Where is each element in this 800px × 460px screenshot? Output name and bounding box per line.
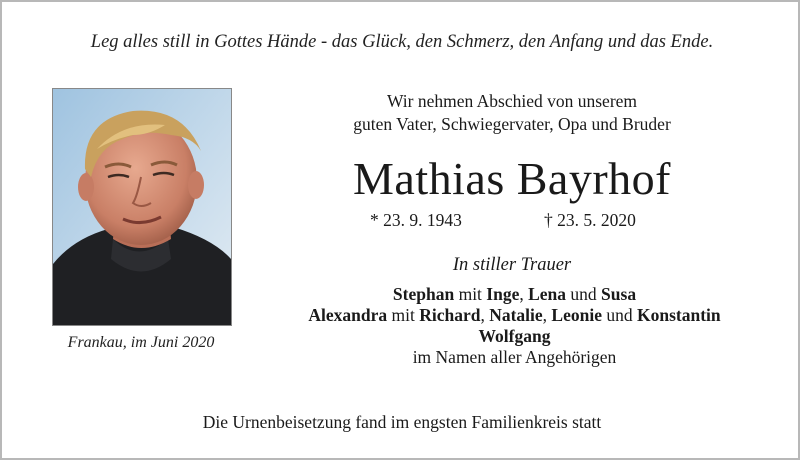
family-connector: und (601, 305, 637, 325)
family-name: Stephan (392, 284, 455, 304)
family-connector: , (480, 305, 490, 325)
family-name: Susa (601, 284, 637, 304)
family-connector: mit (387, 305, 420, 325)
portrait-photo (52, 88, 232, 326)
family-name: Richard (419, 305, 481, 325)
mourning-label: In stiller Trauer (452, 255, 572, 275)
burial-note: Die Urnenbeisetzung fand im engsten Familienkreis statt (202, 412, 602, 432)
deceased-name: Mathias Bayrhof (353, 153, 671, 204)
family-line-3 (242, 326, 787, 347)
family-name: Natalie (489, 305, 543, 325)
family-name: Leonie (551, 305, 602, 325)
family-line-4: im Namen aller Angehörigen (412, 347, 617, 367)
family-connector: mit (454, 284, 487, 304)
family-name: Lena (528, 284, 567, 304)
motto-text: Leg alles still in Gottes Hände - das Glück, den Schmerz, den Anfang und das Ende. (90, 32, 714, 52)
birth-date: * 23. 9. 1943 (370, 210, 462, 230)
family-name: Konstantin (636, 305, 721, 325)
family-name: Inge (486, 284, 520, 304)
family-name: Alexandra (308, 305, 388, 325)
family-name: Wolfgang (478, 326, 551, 346)
family-line-1 (242, 284, 787, 305)
death-date: † 23. 5. 2020 (544, 210, 636, 230)
family-connector: , (519, 284, 529, 304)
intro-line-2: guten Vater, Schwiegervater, Opa und Bruder (353, 114, 671, 134)
family-connector: und (566, 284, 602, 304)
family-connector: , (542, 305, 552, 325)
intro-line-1: Wir nehmen Abschied von unserem (386, 91, 638, 111)
family-line-2 (242, 305, 787, 326)
family-list (242, 284, 787, 368)
photo-caption: Frankau, im Juni 2020 (67, 334, 215, 351)
farewell-intro (302, 90, 722, 136)
